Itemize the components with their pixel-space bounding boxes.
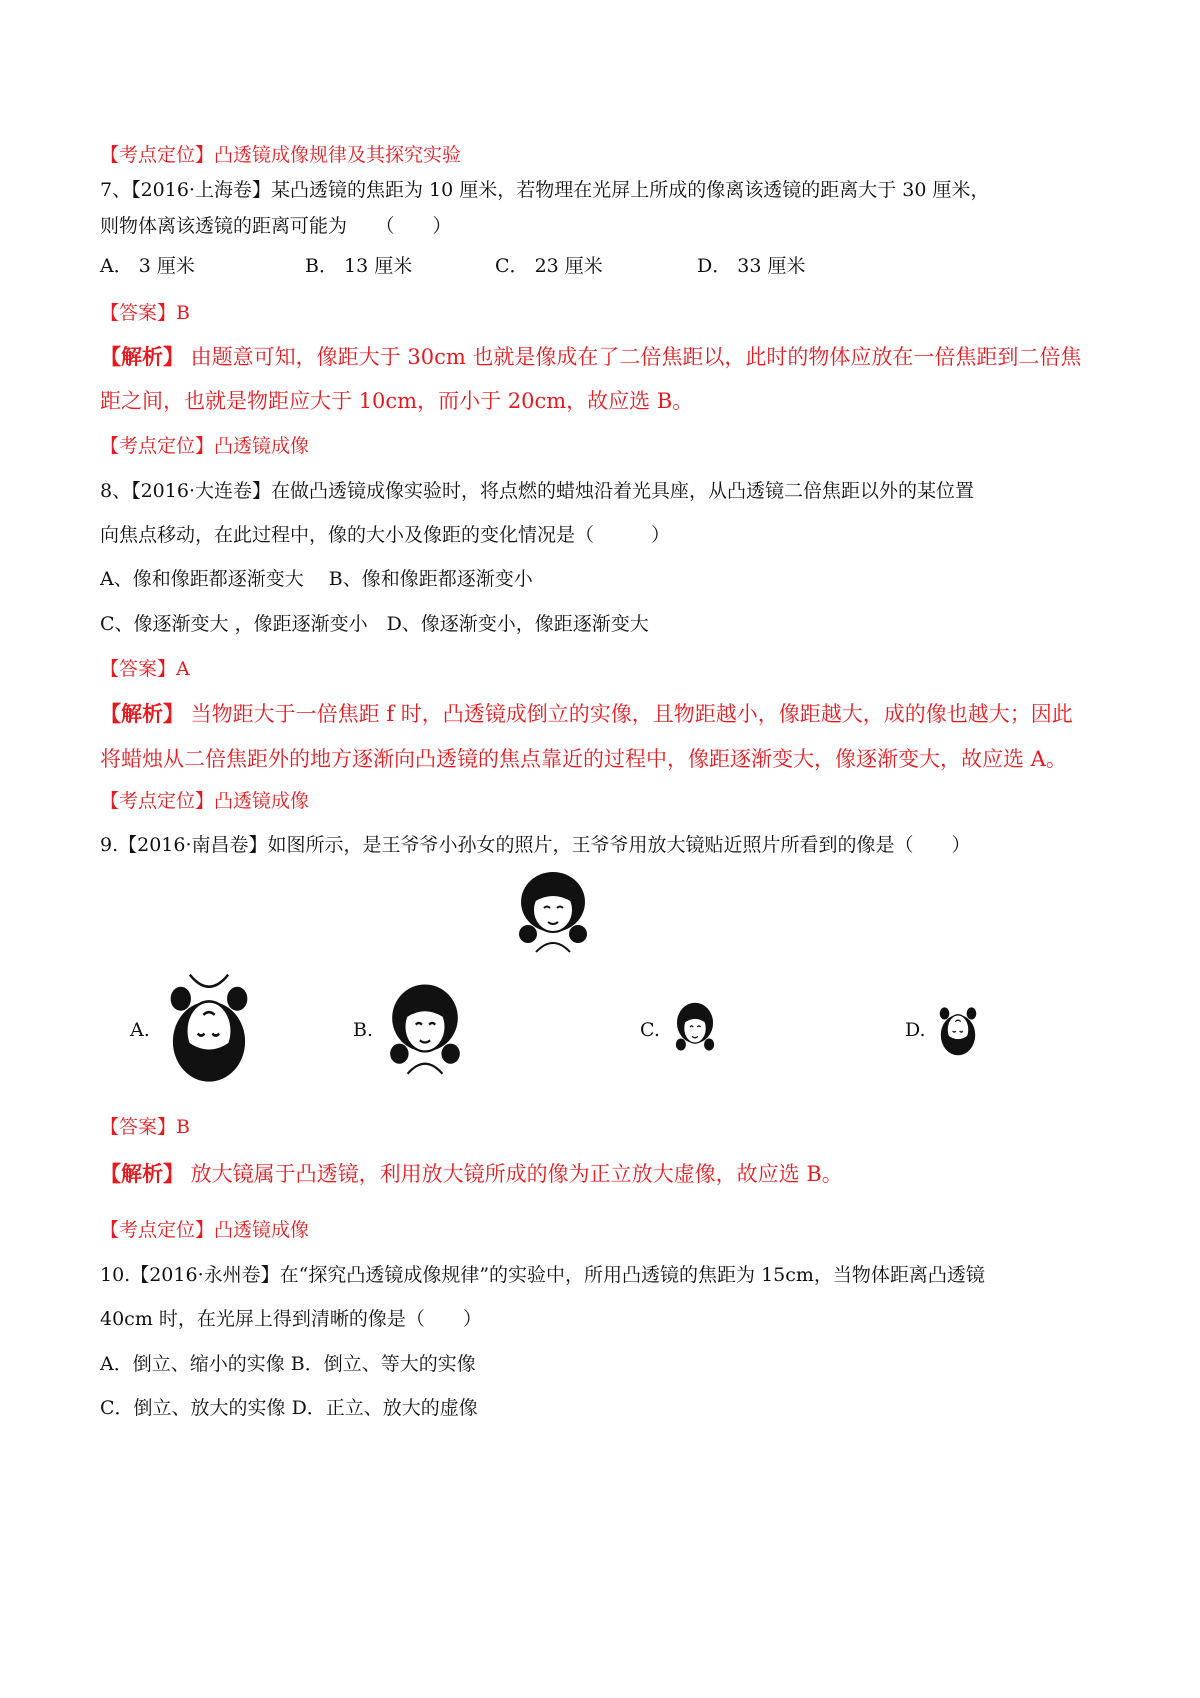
q8-point bbox=[100, 792, 309, 811]
analysis-label: 【解析】 bbox=[100, 1161, 184, 1186]
q8-answer: 【答案】A bbox=[100, 658, 190, 680]
q7-stem-line1: 7、【2016·上海卷】某凸透镜的焦距为 10 厘米，若物理在光屏上所成的像离该透镜的距离大于 30 厘米， bbox=[100, 179, 990, 201]
q8-analysis-line1 bbox=[100, 703, 1073, 725]
q7-analysis-line1 bbox=[100, 346, 1081, 368]
q9-answer: 【答案】B bbox=[100, 1116, 190, 1138]
analysis-text: 放大镜属于凸透镜，利用放大镜所成的像为正立放大虚像，故应选 B。 bbox=[184, 1162, 843, 1186]
q10-stem-line1: 10.【2016·永州卷】在“探究凸透镜成像规律”的实验中，所用凸透镜的焦距为 15cm，当物体距离凸透镜 bbox=[100, 1264, 985, 1286]
q8-stem-line2: 向焦点移动，在此过程中，像的大小及像距的变化情况是（ ） bbox=[100, 524, 671, 546]
q6-point bbox=[100, 146, 461, 165]
analysis-text: 由题意可知，像距大于 30cm 也就是像成在了二倍焦距以，此时的物体应放在一倍焦距到二倍焦 bbox=[184, 345, 1082, 369]
q7-option-c: C． 23 厘米 bbox=[495, 255, 603, 277]
q7-option-a: A． 3 厘米 bbox=[100, 255, 195, 277]
point-label: 【考点定位】 bbox=[100, 144, 215, 166]
analysis-text: 当物距大于一倍焦距 f 时，凸透镜成倒立的实像，且物距越小，像距越大，成的像也越大；因此 bbox=[184, 702, 1073, 726]
girl-image-a bbox=[165, 972, 253, 1087]
girl-photo-original bbox=[514, 868, 592, 954]
q9-label-b: B. bbox=[353, 1019, 374, 1041]
q8-analysis-line2: 将蜡烛从二倍焦距外的地方逐渐向凸透镜的焦点靠近的过程中，像距逐渐变大，像逐渐变大，故应选 A。 bbox=[100, 747, 1067, 771]
q9-point bbox=[100, 1221, 309, 1240]
analysis-label: 【解析】 bbox=[100, 701, 184, 726]
point-text: 凸透镜成像 bbox=[214, 1219, 310, 1241]
girl-image-d bbox=[937, 1000, 979, 1058]
q7-answer: 【答案】B bbox=[100, 302, 190, 324]
q9-label-d: D. bbox=[905, 1019, 926, 1041]
point-text: 凸透镜成像 bbox=[214, 790, 310, 812]
q8-options-line2: C、像逐渐变大 ，像距逐渐变小 D、像逐渐变小，像距逐渐变大 bbox=[100, 613, 649, 635]
girl-image-c bbox=[673, 1000, 717, 1058]
point-text: 凸透镜成像 bbox=[214, 435, 310, 457]
point-text: 凸透镜成像规律及其探究实验 bbox=[214, 144, 462, 166]
q9-stem: 9.【2016·南昌卷】如图所示，是王爷爷小孙女的照片，王爷爷用放大镜贴近照片所看到的像是（ ） bbox=[100, 834, 971, 856]
q8-stem-line1: 8、【2016·大连卷】在做凸透镜成像实验时，将点燃的蜡烛沿着光具座，从凸透镜二倍焦距以外的某位置 bbox=[100, 480, 974, 502]
q9-label-c: C. bbox=[640, 1019, 660, 1041]
point-label: 【考点定位】 bbox=[100, 1219, 215, 1241]
q7-analysis-line2: 距之间，也就是物距应大于 10cm，而小于 20cm，故应选 B。 bbox=[100, 389, 694, 413]
point-label: 【考点定位】 bbox=[100, 790, 215, 812]
q7-point bbox=[100, 437, 309, 456]
q7-option-b: B． 13 厘米 bbox=[305, 255, 413, 277]
q8-options-line1: A、像和像距都逐渐变大 B、像和像距都逐渐变小 bbox=[100, 568, 533, 590]
q10-options-line2: C．倒立、放大的实像 D．正立、放大的虚像 bbox=[100, 1397, 478, 1419]
q9-analysis bbox=[100, 1163, 843, 1185]
q7-stem-line2: 则物体离该透镜的距离可能为 （ ） bbox=[100, 215, 452, 237]
q7-option-d: D． 33 厘米 bbox=[697, 255, 806, 277]
q10-options-line1: A．倒立、缩小的实像 B．倒立、等大的实像 bbox=[100, 1353, 476, 1375]
analysis-label: 【解析】 bbox=[100, 344, 184, 369]
girl-image-b bbox=[385, 980, 465, 1076]
point-label: 【考点定位】 bbox=[100, 435, 215, 457]
q10-stem-line2: 40cm 时，在光屏上得到清晰的像是（ ） bbox=[100, 1308, 482, 1330]
q9-label-a: A. bbox=[130, 1019, 150, 1041]
